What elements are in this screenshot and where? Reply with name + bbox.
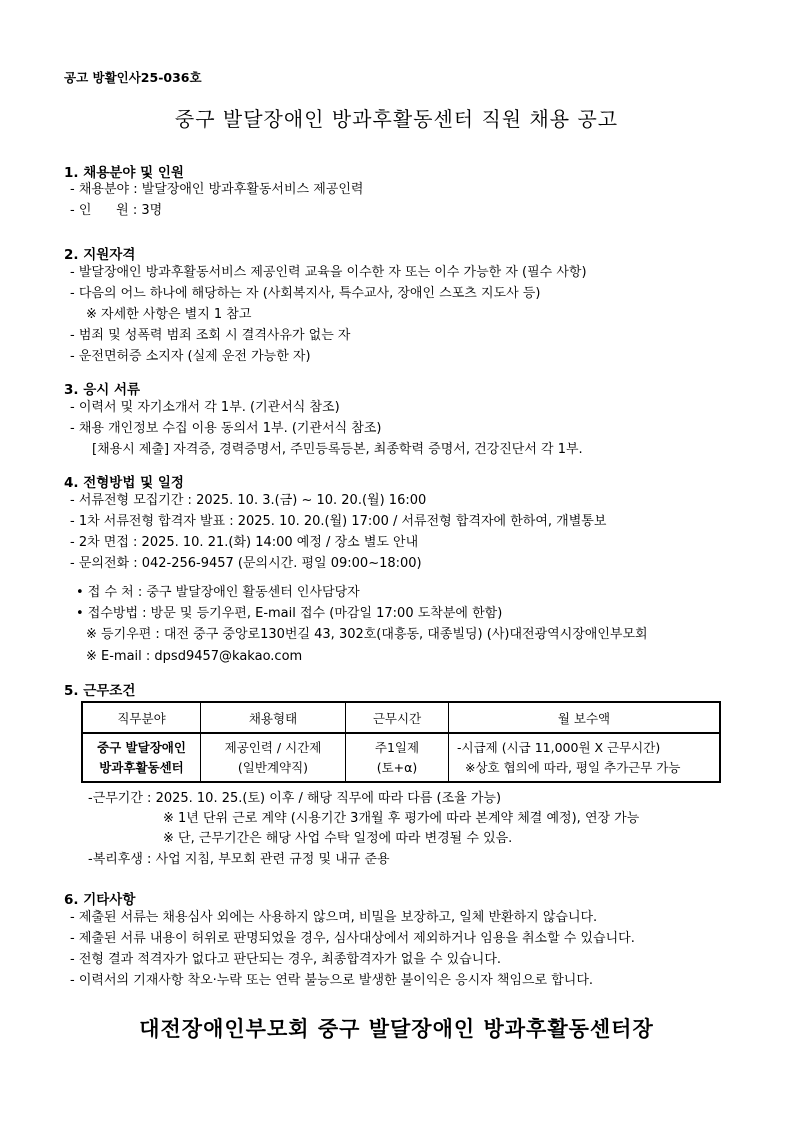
cell-text: (일반계약직) (237, 759, 309, 775)
table-header: 직무분야 (82, 702, 201, 733)
page-title: 중구 발달장애인 방과후활동센터 직원 채용 공고 (174, 107, 619, 131)
notice-number: 공고 방활인사25-036호 (64, 70, 202, 85)
section-note: [채용시 제출] 자격증, 경력증명서, 주민등록등본, 최종학력 증명서, 건강진단서 각 1부. (92, 442, 583, 457)
section-line: - 제출된 서류는 채용심사 외에는 사용하지 않으며, 비밀을 보장하고, 일체 반환하지 않습니다. (70, 910, 598, 925)
section-line: - 채용분야 : 발달장애인 방과후활동서비스 제공인력 (70, 182, 364, 197)
section-note: ※ 단, 근무기간은 해당 사업 수탁 일정에 따라 변경될 수 있음. (163, 831, 513, 846)
section-line: - 제출된 서류 내용이 허위로 판명되었을 경우, 심사대상에서 제외하거나 임용을 취소할 수 있습니다. (70, 931, 635, 946)
section-line: - 다음의 어느 하나에 해당하는 자 (사회복지사, 특수교사, 장애인 스포츠 지도사 등) (70, 286, 541, 301)
section-line: - 서류전형 모집기간 : 2025. 10. 3.(금) ~ 10. 20.(월) 16:00 (70, 493, 427, 508)
table-header: 근무시간 (346, 702, 449, 733)
section-line: - 발달장애인 방과후활동서비스 제공인력 교육을 이수한 자 또는 이수 가능한 자 (필수 사항) (70, 265, 587, 280)
table-header-row (82, 702, 720, 733)
section-line: - 2차 면접 : 2025. 10. 21.(화) 14:00 예정 / 장소 별도 안내 (70, 535, 419, 550)
signature: 대전장애인부모회 중구 발달장애인 방과후활동센터장 (139, 1017, 654, 1041)
table-header: 채용형태 (201, 702, 346, 733)
section-note: ※ 1년 단위 근로 계약 (시용기간 3개월 후 평가에 따라 본계약 체결 예정), 연장 가능 (163, 811, 640, 826)
bullet-line: • 접수방법 : 방문 및 등기우편, E-mail 접수 (마감일 17:00 도착분에 한함) (76, 606, 503, 621)
table-row (82, 733, 720, 782)
cell-text: -시급제 (시급 11,000원 X 근무시간) (457, 739, 661, 755)
cell-text: 중구 발달장애인 (97, 739, 186, 755)
work-conditions-table (81, 701, 721, 783)
section-heading-recruitment: 1. 채용분야 및 인원 (64, 165, 184, 181)
cell-text: ※상호 협의에 따라, 평일 추가근무 가능 (465, 759, 681, 775)
section-line: - 1차 서류전형 합격자 발표 : 2025. 10. 20.(월) 17:00 / 서류전형 합격자에 한하여, 개별통보 (70, 514, 607, 529)
table-cell-hours (346, 733, 449, 782)
section-heading-conditions: 5. 근무조건 (64, 683, 136, 699)
section-note: ※ 등기우편 : 대전 중구 중앙로130번길 43, 302호(대흥동, 대종빌딩) (사)대전광역시장애인부모회 (86, 627, 648, 642)
table-cell-pay (449, 733, 721, 782)
section-heading-misc: 6. 기타사항 (64, 892, 136, 908)
table-cell-field (82, 733, 201, 782)
section-heading-schedule: 4. 전형방법 및 일정 (64, 475, 184, 491)
section-line: - 전형 결과 적격자가 없다고 판단되는 경우, 최종합격자가 없을 수 있습니다. (70, 952, 502, 967)
table-header: 월 보수액 (449, 702, 721, 733)
section-heading-qualification: 2. 지원자격 (64, 247, 136, 263)
cell-text: 제공인력 / 시간제 (224, 739, 322, 755)
cell-text: (토+α) (376, 759, 418, 775)
section-line: - 문의전화 : 042-256-9457 (문의시간. 평일 09:00~18:00) (70, 556, 422, 571)
section-line: - 범죄 및 성폭력 범죄 조회 시 결격사유가 없는 자 (70, 328, 351, 343)
section-heading-documents: 3. 응시 서류 (64, 382, 141, 398)
section-line: - 인 원 : 3명 (70, 203, 163, 218)
section-line: -복리후생 : 사업 지침, 부모회 관련 규정 및 내규 준용 (88, 852, 390, 867)
table-cell-type (201, 733, 346, 782)
section-note: ※ E-mail : dpsd9457@kakao.com (86, 649, 303, 664)
cell-text: 방과후활동센터 (99, 759, 184, 775)
bullet-line: • 접 수 처 : 중구 발달장애인 활동센터 인사담당자 (76, 585, 360, 600)
section-note: ※ 자세한 사항은 별지 1 참고 (86, 307, 252, 322)
section-line: - 이력서의 기재사항 착오·누락 또는 연락 불능으로 발생한 불이익은 응시자 책임으로 합니다. (70, 973, 594, 988)
cell-text: 주1일제 (374, 739, 420, 755)
section-line: - 이력서 및 자기소개서 각 1부. (기관서식 참조) (70, 400, 340, 415)
section-line: - 채용 개인정보 수집 이용 동의서 1부. (기관서식 참조) (70, 421, 382, 436)
section-line: -근무기간 : 2025. 10. 25.(토) 이후 / 해당 직무에 따라 다름 (조율 가능) (88, 791, 502, 806)
section-line: - 운전면허증 소지자 (실제 운전 가능한 자) (70, 349, 311, 364)
